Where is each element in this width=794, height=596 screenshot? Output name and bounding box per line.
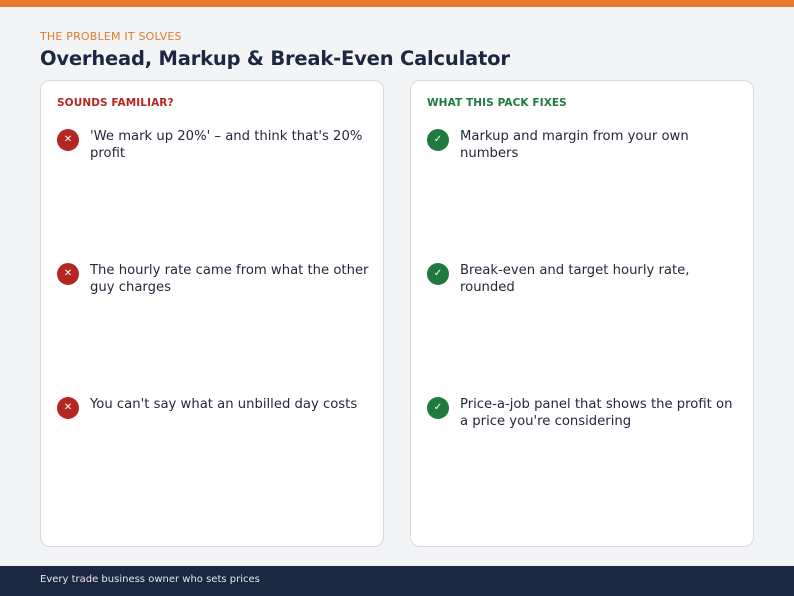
footer-text: Every trade business owner who sets prices — [40, 574, 260, 585]
check-icon: ✓ — [427, 397, 449, 419]
problem-text: You can't say what an unbilled day costs — [90, 397, 358, 412]
problems-heading: SOUNDS FAMILIAR? — [57, 97, 174, 109]
check-icon: ✓ — [427, 129, 449, 151]
page-title: Overhead, Markup & Break-Even Calculator — [40, 47, 510, 70]
fix-text: Price-a-job panel that shows the profit on a price you're considering — [460, 397, 733, 429]
x-icon: ✕ — [57, 129, 79, 151]
fix-item — [427, 396, 742, 430]
problems-card — [40, 80, 384, 547]
check-icon: ✓ — [427, 263, 449, 285]
x-icon: ✕ — [57, 397, 79, 419]
problem-item — [57, 128, 372, 162]
problem-text: 'We mark up 20%' – and think that's 20% profit — [90, 129, 363, 161]
fix-text: Break-even and target hourly rate, rounded — [460, 263, 690, 295]
problem-item — [57, 396, 372, 419]
section-eyebrow: THE PROBLEM IT SOLVES — [40, 30, 182, 43]
fixes-card — [410, 80, 754, 547]
fix-item — [427, 262, 742, 296]
problem-text: The hourly rate came from what the other guy charges — [90, 263, 369, 295]
top-accent-bar — [0, 0, 794, 7]
x-icon: ✕ — [57, 263, 79, 285]
fixes-heading: WHAT THIS PACK FIXES — [427, 97, 567, 109]
problem-item — [57, 262, 372, 296]
fix-item — [427, 128, 742, 162]
footer-bar — [0, 566, 794, 596]
fix-text: Markup and margin from your own numbers — [460, 129, 689, 161]
